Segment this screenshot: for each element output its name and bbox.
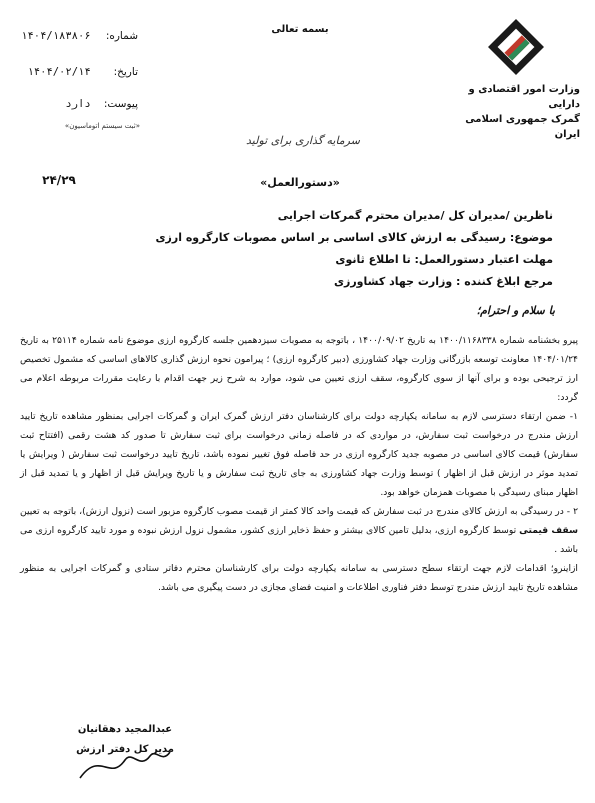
body-paragraph-3 <box>20 502 578 559</box>
instruction-number: ۲۴/۲۹ <box>42 173 76 187</box>
letter-number <box>8 30 138 42</box>
org-line-ministry: وزارت امور اقتصادی و دارایی <box>468 84 580 110</box>
instruction-title: «دستورالعمل» <box>260 176 340 189</box>
handwritten-subject: سرمایه گذاری برای تولید <box>246 134 360 147</box>
letter-body <box>20 331 578 597</box>
signature-stroke-icon <box>70 730 180 786</box>
signer-title: مدیر کل دفتر ارزش <box>76 744 174 755</box>
customs-logo-icon <box>487 18 545 76</box>
basmala: بسمه تعالی <box>271 24 329 35</box>
body-paragraph-3-bold: سقف قیمتی <box>519 525 578 536</box>
body-paragraph-1: پیرو بخشنامه شماره ۱۴۰۰/۱۱۶۸۳۳۸ به تاریخ ۱۴۰۰/۰۹/۰۲ ، باتوجه به مصوبات سیزدهمین جلسه کارگروه ارزی موضوع نامه شماره ۲۵۱۱۴ به تاریخ ۱۴۰۴/۰۱/۲۴ معاونت توسعه بازرگانی وزارت جهاد کشاورزی (دبیر کارگروه ارزی) ؛ پیرامون نحوه ارزش گذاری کالاهای اساسی که مشمول تخصیص ارز ترجیحی بوده و برای آنها از سوی کارگروه، سقف ارزی تعیین می شود، موارد به شرح زیر جهت اقدام با رعایت مقررات مربوطه اعلام می گردد: <box>20 335 579 403</box>
validity-line: مهلت اعتبار دستورالعمل: تا اطلاع ثانوی <box>335 253 553 266</box>
letter-date-label: تاریخ: <box>113 66 138 78</box>
letter-fields <box>73 205 553 293</box>
body-paragraph-3-part-a: ۲ - در رسیدگی به ارزش کالای مندرج در ثبت سفارش که قیمت واحد کالا کمتر از قیمت مصوب کارگروه مزبور است (نزول ارزش)، باتوجه به تعیین <box>20 506 578 517</box>
letter-number-label: شماره: <box>105 30 138 42</box>
letter-date <box>8 66 138 78</box>
signer-name: عبدالمجید دهقانیان <box>77 724 173 735</box>
letter-attachment <box>8 98 138 110</box>
org-name <box>440 82 580 142</box>
letter-attachment-label: پیوست: <box>103 98 138 110</box>
letter-attachment-value: دارد <box>65 98 91 110</box>
salutation: با سلام و احترام؛ <box>476 304 555 317</box>
org-line-customs: گمرک جمهوری اسلامی ایران <box>465 114 580 140</box>
issuer-line: مرجع ابلاغ کننده : وزارت جهاد کشاورزی <box>333 275 553 288</box>
body-paragraph-2: ۱- ضمن ارتقاء دسترسی لازم به سامانه یکپارچه دولت برای کارشناسان دفتر ارزش گمرک ایران و گمرکات اجرایی بمنظور مشاهده تاریخ تایید ارزش مندرج در درخواست ثبت سفارش، در مواردی که در فاصله زمانی درخواست برای ثبت سفارش تا صدور کد هشت رقمی (افتتاح ثبت سفارش) قیمت کالای اساسی در مصوبه جدید کارگروه ارزی در حد فاصله فوق تغییر نموده باشد، تاریخ تایید درخواست ثبت سفارش ( ویرایش یا تمدید موثر در ارزش قبل از اظهار ) توسط وزارت جهاد کشاورزی به جای تاریخ ثبت سفارش و یا تاریخ ویرایش قبل از اظهار و یا تمدید قبل از اظهار مبنای رسیدگی با مصوبات همزمان خواهد بود. <box>20 411 578 498</box>
system-note: «ثبت سیستم اتوماسیون» <box>64 122 140 130</box>
body-paragraph-3-part-b: توسط کارگروه ارزی، بدلیل تامین کالای بیشتر و حفظ ذخایر ارزی کشور، مشمول نزول ارزش نبوده و مورد تایید کارگروه ارزی می باشد . <box>20 525 578 555</box>
subject-line: موضوع: رسیدگی به ارزش کالای اساسی بر اساس مصوبات کارگروه ارزی <box>155 231 553 244</box>
letter-date-value: ۱۴۰۴/۰۲/۱۴ <box>27 66 91 78</box>
signature-block <box>70 724 180 784</box>
recipients-line: ناظرین /مدیران کل /مدیران محترم گمرکات اجرایی <box>277 209 553 222</box>
body-paragraph-4: ازاینرو؛ اقدامات لازم جهت ارتقاء سطح دسترسی به سامانه یکپارچه دولت برای کارشناسان محترم دفاتر ستادی و گمرکات اجرایی به منظور مشاهده تاریخ تایید ارزش مندرج توسط دفتر فناوری اطلاعات و امنیت فضای مجازی در دست پیگیری می باشد. <box>20 563 578 593</box>
letter-number-value: ۱۴۰۴/۱۸۳۸۰۶ <box>21 30 91 42</box>
